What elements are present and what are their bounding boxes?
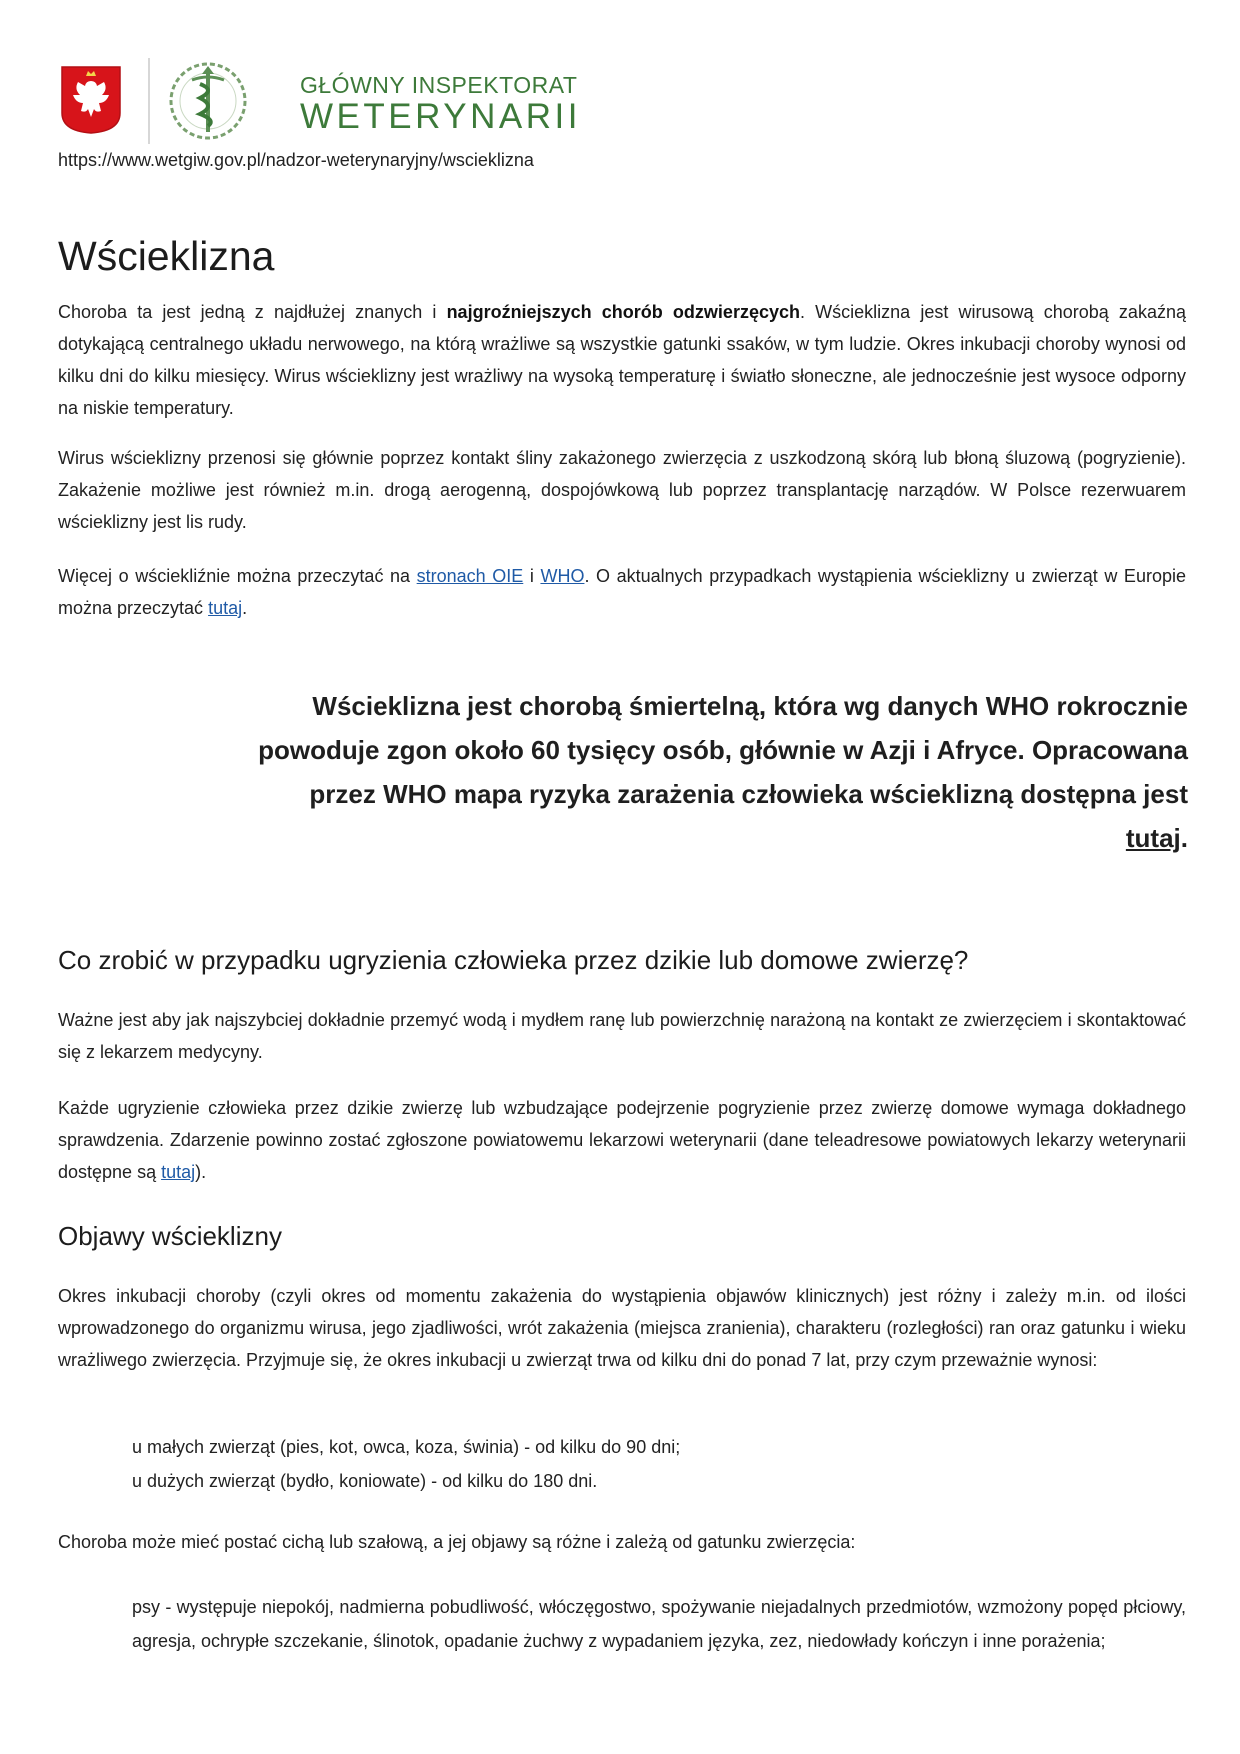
quote-text: Wścieklizna jest chorobą śmiertelną, która wg danych WHO rokrocznie powoduje zgon około 60 tysięcy osób, głównie w Azji i Afryce. Opracowana przez WHO mapa ryzyka zarażenia człowieka wścieklizną dostępna jest <box>258 691 1188 809</box>
symptoms-paragraph-2: Choroba może mieć postać cichą lub szałową, a jej objawy są różne i zależą od gatunku zwierzęcia: <box>58 1532 856 1552</box>
symptoms-paragraph-1: Okres inkubacji choroby (czyli okres od momentu zakażenia do wystąpienia objawów klinicznych) jest różny i zależy m.in. od ilości wprowadzonego do organizmu wirusa, jego zjadliwości, wrót zakażenia (miejsca zranienia), charakteru (rozległości) ran oraz gatunku i wieku wrażliwego zwierzęcia. Przyjmuje się, że okres inkubacji u zwierząt trwa od kilku dni do ponad 7 lat, przy czym przeważnie wynosi: <box>58 1286 1186 1370</box>
header-divider <box>148 58 150 144</box>
page-title: Wścieklizna <box>58 233 275 279</box>
who-link[interactable]: WHO <box>540 566 585 586</box>
quote-end: . <box>1180 823 1188 853</box>
intro-p3-text-c: . O aktualnych przypadkach wystąpienia wścieklizny u zwierząt w Europie można przeczytać <box>58 566 1186 618</box>
brand-line-2: WETERYNARII <box>300 97 581 136</box>
highlight-quote <box>258 684 1188 860</box>
brand-name <box>300 72 581 136</box>
symptoms-section-heading: Objawy wścieklizny <box>58 1221 282 1251</box>
oie-link[interactable]: stronach OIE <box>416 566 524 586</box>
brand-line-1: GŁÓWNY INSPEKTORAT <box>300 72 578 98</box>
page-url: https://www.wetgiw.gov.pl/nadzor-weterynaryjny/wscieklizna <box>58 150 534 170</box>
district-vets-link[interactable]: tutaj <box>161 1162 196 1182</box>
bite-section-heading: Co zrobić w przypadku ugryzienia człowieka przez dzikie lub domowe zwierzę? <box>58 945 969 975</box>
intro-p3-text-d: . <box>242 598 248 618</box>
intro-paragraph-2: Wirus wścieklizny przenosi się głównie poprzez kontakt śliny zakażonego zwierzęcia z uszkodzoną skórą lub błoną śluzową (pogryzienie). Zakażenie możliwe jest również m.in. drogą aerogenną, dospojówkową lub poprzez transplantację narządów. W Polsce rezerwuarem wścieklizny jest lis rudy. <box>58 448 1186 532</box>
bite-p2-text-a: Każde ugryzienie człowieka przez dzikie zwierzę lub wzbudzające podejrzenie pogryzienie przez zwierzę domowe wymaga dokładnego sprawdzenia. Zdarzenie powinno zostać zgłoszone powiatowemu lekarzowi weterynarii (dane teleadresowe powiatowych lekarzy weterynarii dostępne są <box>58 1098 1186 1182</box>
list-item: u małych zwierząt (pies, kot, owca, koza, świnia) - od kilku do 90 dni; <box>132 1437 681 1457</box>
list-item: u dużych zwierząt (bydło, koniowate) - od kilku do 180 dni. <box>132 1471 598 1491</box>
polish-emblem-icon <box>60 65 122 135</box>
bite-p2-text-b: ). <box>195 1162 207 1182</box>
intro-p1-text-a: Choroba ta jest jedną z najdłużej znanych i <box>58 302 447 322</box>
bite-paragraph-2 <box>58 1092 1186 1188</box>
intro-p1-text-b: . Wścieklizna jest wirusową chorobą zakaźną dotykającą centralnego układu nerwowego, na którą wrażliwe są wszystkie gatunki ssaków, w tym ludzie. Okres inkubacji choroby wynosi od kilku dni do kilku miesięcy. Wirus wścieklizny jest wrażliwy na wysoką temperaturę i światło słoneczne, ale jednocześnie jest wysoce odporny na niskie temperatury. <box>58 302 1186 418</box>
intro-paragraph-1 <box>58 296 1186 424</box>
intro-p3-text-b: i <box>523 566 541 586</box>
intro-paragraph-3 <box>58 560 1186 624</box>
dogs-symptoms: psy - występuje niepokój, nadmierna pobudliwość, włóczęgostwo, spożywanie niejadalnych przedmiotów, wzmożony popęd płciowy, agresja, ochrypłe szczekanie, ślinotok, opadanie żuchwy z wypadaniem języka, zez, niedowłady kończyn i inne porażenia; <box>132 1597 1186 1651</box>
europe-cases-link[interactable]: tutaj <box>208 598 243 618</box>
veterinary-inspectorate-logo-icon <box>162 60 254 142</box>
site-header <box>58 56 758 146</box>
intro-p3-text-a: Więcej o wściekliźnie można przeczytać na <box>58 566 417 586</box>
intro-p1-bold: najgroźniejszych chorób odzwierzęcych <box>446 302 800 322</box>
who-risk-map-link[interactable]: tutaj <box>1125 823 1181 853</box>
bite-paragraph-1: Ważne jest aby jak najszybciej dokładnie przemyć wodą i mydłem ranę lub powierzchnię narażoną na kontakt ze zwierzęciem i skontaktować się z lekarzem medycyny. <box>58 1010 1186 1062</box>
incubation-list <box>132 1430 1186 1498</box>
